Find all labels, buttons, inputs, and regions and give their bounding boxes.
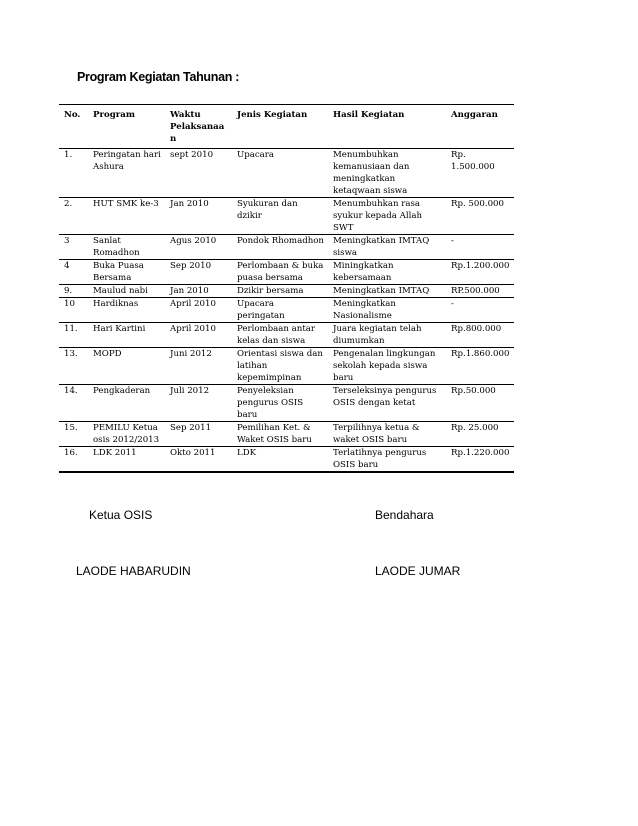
cell-program: Hardiknas	[88, 298, 165, 323]
cell-waktu: Juli 2012	[165, 385, 232, 422]
cell-waktu: Sep 2011	[165, 422, 232, 447]
cell-anggaran: Rp.50.000	[446, 385, 514, 422]
cell-waktu: April 2010	[165, 298, 232, 323]
cell-no: 14.	[59, 385, 88, 422]
cell-anggaran: -	[446, 298, 514, 323]
cell-anggaran: Rp. 1.500.000	[446, 149, 514, 198]
header-program: Program	[88, 105, 165, 149]
table-row	[59, 385, 514, 422]
cell-hasil: Terseleksinya pengurus OSIS dengan ketat	[328, 385, 446, 422]
cell-waktu: Jan 2010	[165, 285, 232, 298]
cell-hasil: Miningkatkan kebersamaan	[328, 260, 446, 285]
cell-program: LDK 2011	[88, 447, 165, 473]
cell-waktu: Jan 2010	[165, 198, 232, 235]
header-anggaran: Anggaran	[446, 105, 514, 149]
table-row	[59, 298, 514, 323]
table-row	[59, 348, 514, 385]
program-table	[59, 104, 514, 473]
cell-anggaran: Rp. 500.000	[446, 198, 514, 235]
cell-program: Buka Puasa Bersama	[88, 260, 165, 285]
table-row	[59, 235, 514, 260]
cell-hasil: Menumbuhkan kemanusiaan dan meningkatkan ketaqwaan siswa	[328, 149, 446, 198]
header-hasil: Hasil Kegiatan	[328, 105, 446, 149]
cell-hasil: Meningkatkan IMTAQ siswa	[328, 235, 446, 260]
cell-program: Sanlat Romadhon	[88, 235, 165, 260]
cell-no: 15.	[59, 422, 88, 447]
cell-hasil: Menumbuhkan rasa syukur kepada Allah SWT	[328, 198, 446, 235]
table-row	[59, 285, 514, 298]
cell-program: MOPD	[88, 348, 165, 385]
cell-waktu: sept 2010	[165, 149, 232, 198]
cell-no: 9.	[59, 285, 88, 298]
cell-program: PEMILU Ketua osis 2012/2013	[88, 422, 165, 447]
page-title: Program Kegiatan Tahunan :	[77, 70, 240, 84]
cell-no: 4	[59, 260, 88, 285]
cell-jenis: Upacara peringatan	[232, 298, 328, 323]
signature-right-role: Bendahara	[375, 508, 434, 522]
header-waktu: Waktu Pelaksanaan	[165, 105, 232, 149]
table-row	[59, 422, 514, 447]
cell-jenis: Syukuran dan dzikir	[232, 198, 328, 235]
cell-no: 11.	[59, 323, 88, 348]
cell-jenis: Upacara	[232, 149, 328, 198]
cell-anggaran: Rp.800.000	[446, 323, 514, 348]
cell-waktu: Juni 2012	[165, 348, 232, 385]
cell-program: Peringatan hari Ashura	[88, 149, 165, 198]
table-row	[59, 198, 514, 235]
cell-hasil: Pengenalan lingkungan sekolah kepada siswa baru	[328, 348, 446, 385]
cell-jenis: Perlombaan antar kelas dan siswa	[232, 323, 328, 348]
cell-waktu: Okto 2011	[165, 447, 232, 473]
cell-no: 2.	[59, 198, 88, 235]
cell-no: 13.	[59, 348, 88, 385]
cell-no: 16.	[59, 447, 88, 473]
cell-no: 10	[59, 298, 88, 323]
table-row	[59, 260, 514, 285]
cell-hasil: Terpilihnya ketua & waket OSIS baru	[328, 422, 446, 447]
cell-waktu: April 2010	[165, 323, 232, 348]
cell-anggaran: RP.500.000	[446, 285, 514, 298]
cell-jenis: Dzikir bersama	[232, 285, 328, 298]
cell-hasil: Meningkatkan IMTAQ	[328, 285, 446, 298]
cell-jenis: LDK	[232, 447, 328, 473]
cell-jenis: Perlombaan & buka puasa bersama	[232, 260, 328, 285]
header-no: No.	[59, 105, 88, 149]
table-body	[59, 149, 514, 473]
cell-program: HUT SMK ke-3	[88, 198, 165, 235]
cell-anggaran: Rp.1.220.000	[446, 447, 514, 473]
header-jenis: Jenis Kegiatan	[232, 105, 328, 149]
cell-program: Hari Kartini	[88, 323, 165, 348]
cell-no: 1.	[59, 149, 88, 198]
cell-program: Pengkaderan	[88, 385, 165, 422]
signature-left-name: LAODE HABARUDIN	[76, 564, 191, 578]
cell-no: 3	[59, 235, 88, 260]
cell-waktu: Sep 2010	[165, 260, 232, 285]
table-header-row	[59, 105, 514, 149]
cell-jenis: Penyeleksian pengurus OSIS baru	[232, 385, 328, 422]
table-row	[59, 149, 514, 198]
signature-left-role: Ketua OSIS	[89, 508, 153, 522]
cell-waktu: Agus 2010	[165, 235, 232, 260]
cell-jenis: Pondok Rhomadhon	[232, 235, 328, 260]
cell-hasil: Juara kegiatan telah diumumkan	[328, 323, 446, 348]
cell-anggaran: Rp.1.860.000	[446, 348, 514, 385]
table-row	[59, 447, 514, 473]
cell-anggaran: Rp.1.200.000	[446, 260, 514, 285]
cell-hasil: Terlatihnya pengurus OSIS baru	[328, 447, 446, 473]
cell-anggaran: Rp. 25.000	[446, 422, 514, 447]
table-row	[59, 323, 514, 348]
cell-program: Maulud nabi	[88, 285, 165, 298]
cell-jenis: Pemilihan Ket. & Waket OSIS baru	[232, 422, 328, 447]
cell-hasil: Meningkatkan Nasionalisme	[328, 298, 446, 323]
cell-jenis: Orientasi siswa dan latihan kepemimpinan	[232, 348, 328, 385]
signature-right-name: LAODE JUMAR	[375, 564, 461, 578]
cell-anggaran: -	[446, 235, 514, 260]
